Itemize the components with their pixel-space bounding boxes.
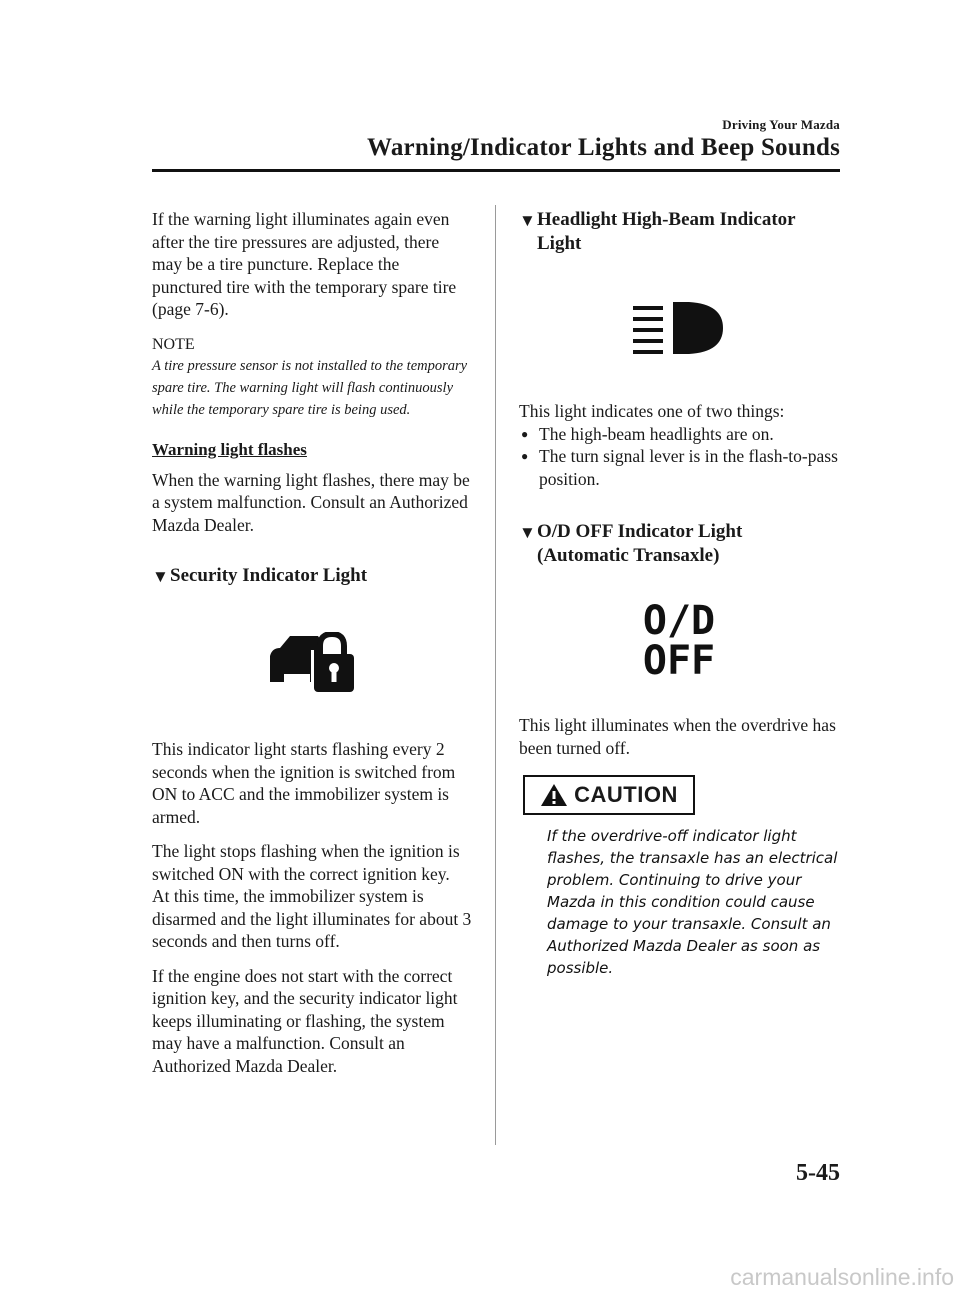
high-beam-icon bbox=[631, 300, 727, 356]
highbeam-heading bbox=[519, 208, 839, 256]
page-title: Warning/Indicator Lights and Beep Sounds bbox=[367, 134, 840, 161]
note-label: NOTE bbox=[152, 335, 195, 353]
caution-banner bbox=[523, 775, 695, 815]
intro-paragraph: If the warning light illuminates again even after the tire pressures are adjusted, there may be a tire puncture. Replace the punctured tire with the temporary spare tire (page 7-6). bbox=[152, 209, 457, 319]
warning-triangle-icon bbox=[540, 783, 568, 807]
security-heading-text: Security Indicator Light bbox=[170, 565, 368, 586]
security-paragraph-1: This indicator light starts flashing every 2 seconds when the ignition is switched from ON to ACC and the immobilizer system is armed. bbox=[152, 739, 456, 827]
right-column bbox=[519, 208, 839, 979]
note-text: A tire pressure sensor is not installed to the temporary spare tire. The warning light will flash continuously while the temporary spare tire is being used. bbox=[152, 357, 468, 418]
watermark: carmanualsonline.info bbox=[730, 1264, 954, 1290]
left-column bbox=[152, 208, 472, 1077]
header-rule bbox=[152, 169, 840, 172]
bullet-icon: ● bbox=[521, 426, 529, 441]
security-car-lock-icon bbox=[266, 632, 358, 694]
header-section: Driving Your Mazda bbox=[722, 117, 840, 132]
section-marker-icon: ▼ bbox=[152, 567, 169, 586]
caution-section bbox=[519, 775, 839, 979]
caution-text: If the overdrive-off indicator light flashes, the transaxle has an electrical problem. Continuing to drive your Mazda in this condition could cause damage to your transaxle. Consult an Authorized Mazda Dealer as soon as possible. bbox=[547, 827, 838, 977]
section-marker-icon: ▼ bbox=[519, 211, 536, 230]
column-divider bbox=[495, 205, 496, 1145]
od-icon-text-line-2: OFF bbox=[642, 638, 716, 684]
security-paragraph-2a: The light stops flashing when the ignition is switched ON with the correct ignition key. bbox=[152, 841, 460, 884]
highbeam-intro: This light indicates one of two things: bbox=[519, 401, 785, 421]
subheading-warning-flashes: Warning light flashes bbox=[152, 439, 307, 459]
highbeam-bullet-list bbox=[519, 423, 839, 491]
security-icon-box bbox=[152, 588, 472, 738]
security-heading bbox=[152, 564, 472, 588]
caution-label: CAUTION bbox=[574, 782, 678, 807]
od-icon-text-line-1: O/D bbox=[642, 598, 716, 644]
section-marker-icon: ▼ bbox=[519, 523, 536, 542]
list-item: ● The high-beam headlights are on. bbox=[521, 423, 774, 444]
od-off-heading-line-1: O/D OFF Indicator Light bbox=[537, 521, 743, 542]
bullet-icon: ● bbox=[521, 449, 529, 463]
list-item: ● The turn signal lever is in the flash-to-pass position. bbox=[521, 446, 838, 489]
security-paragraph-2b: At this time, the immobilizer system is disarmed and the light illuminates for about 3 seconds and then turns off. bbox=[152, 886, 472, 951]
od-off-heading bbox=[519, 520, 839, 568]
highbeam-icon-box bbox=[519, 256, 839, 400]
od-off-icon bbox=[519, 568, 839, 714]
security-paragraph-3: If the engine does not start with the correct ignition key, and the security indicator light keeps illuminating or flashing, the system may have a malfunction. Consult an Authorized Mazda Dealer. bbox=[152, 965, 458, 1076]
flash-paragraph: When the warning light flashes, there may be a system malfunction. Consult an Authorized Mazda Dealer. bbox=[152, 469, 470, 535]
highbeam-heading-text: Headlight High-Beam Indicator Light bbox=[537, 209, 796, 254]
od-off-heading-line-2: (Automatic Transaxle) bbox=[537, 545, 720, 566]
page-number: 5-45 bbox=[796, 1160, 840, 1186]
od-off-paragraph: This light illuminates when the overdrive has been turned off. bbox=[519, 715, 836, 758]
